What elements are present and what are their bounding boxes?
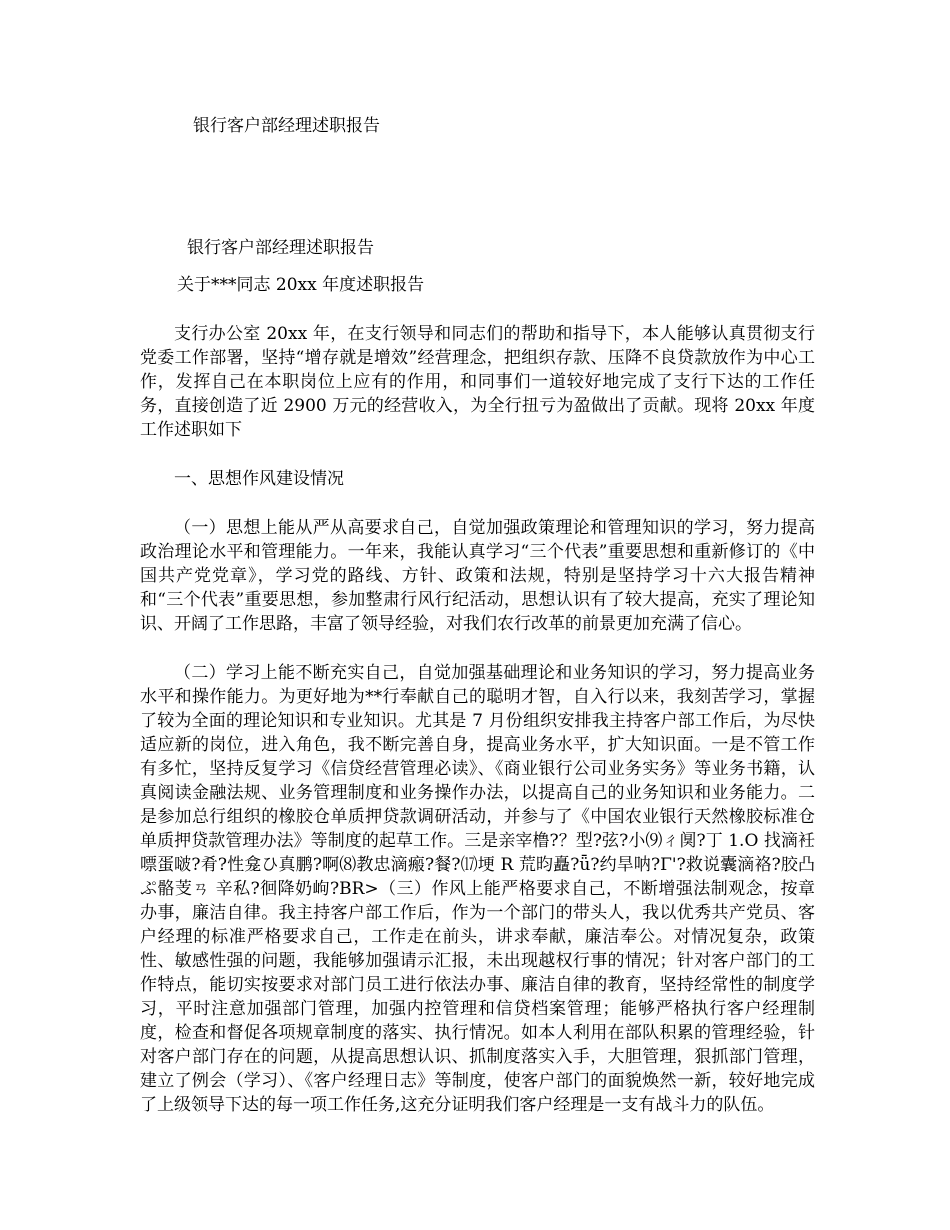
document-subtitle: 关于***同志 20xx 年度述职报告 [177, 275, 425, 295]
document-body [140, 236, 815, 1142]
document-title: 银行客户部经理述职报告 [187, 238, 374, 258]
section-heading: 一、思想作风建设情况 [174, 469, 344, 489]
paragraph-2: （二）学习上能不断充实自己，自觉加强基础理论和业务知识的学习，努力提高业务水平和操作能力。为更好地为**行奉献自己的聪明才智，自入行以来，我刻苦学习，掌握了较为全面的理论知识和专业知识。尤其是 7 月份组织安排我主持客户部工作后，为尽快适应新的岗位，进入角色，我不断完善自身，提高业务水平，扩大知识面。一是不管工作有多忙，坚持反复学习《信贷经营管理必读》、《商业银行公司业务实务》等业务书籍，认真阅读金融法规、业务管理制度和业务操作办法，以提高自己的业务知识和业务能力。二是参加总行组织的橡胶仓单质押贷款调研活动，并参与了《中国农业银行天然橡胶标准仓单质押贷款管理办法》等制度的起草工作。三是亲宰橹?？型?弦?小⑼ㄔ阒?丁 1.O 找滴衽嘌蛋啵?肴?性龛ひ真鹏?啊⑻教忠滴瘢?餐?⒄埂 R 荒昀矗?ǖ?约旱呐?Γ'?救说囊滴袼?胶凸ぷ骼芰ㄢ 辛私?徊降奶岣?BR>（三）作风上能严格要求自己，不断增强法制观念，按章办事，廉洁自律。我主持客户部工作后，作为一个部门的带头人，我以优秀共产党员、客户经理的标准严格要求自己，工作走在前头，讲求奉献，廉洁奉公。对情况复杂，政策性、敏感性强的问题，我能够加强请示汇报，未出现越权行事的情况；针对客户部门的工作特点，能切实按要求对部门员工进行依法办事、廉洁自律的教育，坚持经常性的制度学习，平时注意加强部门管理，加强内控管理和信贷档案管理；能够严格执行客户经理制度，检查和督促各项规章制度的落实、执行情况。如本人利用在部队积累的管理经验，针对客户部门存在的问题，从提高思想认识、抓制度落实入手，大胆管理，狠抓部门管理，建立了例会（学习）、《客户经理日志》等制度，使客户部门的面貌焕然一新，较好地完成了上级领导下达的每一项工作任务,这充分证明我们客户经理是一支有战斗力的队伍。 [140, 663, 815, 1115]
paragraph-1: （一）思想上能从严从高要求自己，自觉加强政策理论和管理知识的学习，努力提高政治理论水平和管理能力。一年来，我能认真学习“三个代表”重要思想和重新修订的《中国共产党党章》，学习党的路线、方针、政策和法规，特别是坚持学习十六大报告精神和“三个代表”重要思想，参加整肃行风行纪活动，思想认识有了较大提高，充实了理论知识、开阔了工作思路，丰富了领导经验，对我们农行改革的前景更加充满了信心。 [140, 518, 815, 634]
intro-paragraph: 支行办公室 20xx 年，在支行领导和同志们的帮助和指导下，本人能够认真贯彻支行党委工作部署，坚持“增存就是增效”经营理念，把组织存款、压降不良贷款放作为中心工作，发挥自己在本职岗位上应有的作用，和同事们一道较好地完成了支行下达的工作任务，直接创造了近 2900 万元的经营收入，为全行扭亏为盈做出了贡献。现将 20xx 年度工作述职如下 [140, 324, 815, 440]
document-header-title: 银行客户部经理述职报告 [193, 116, 380, 136]
